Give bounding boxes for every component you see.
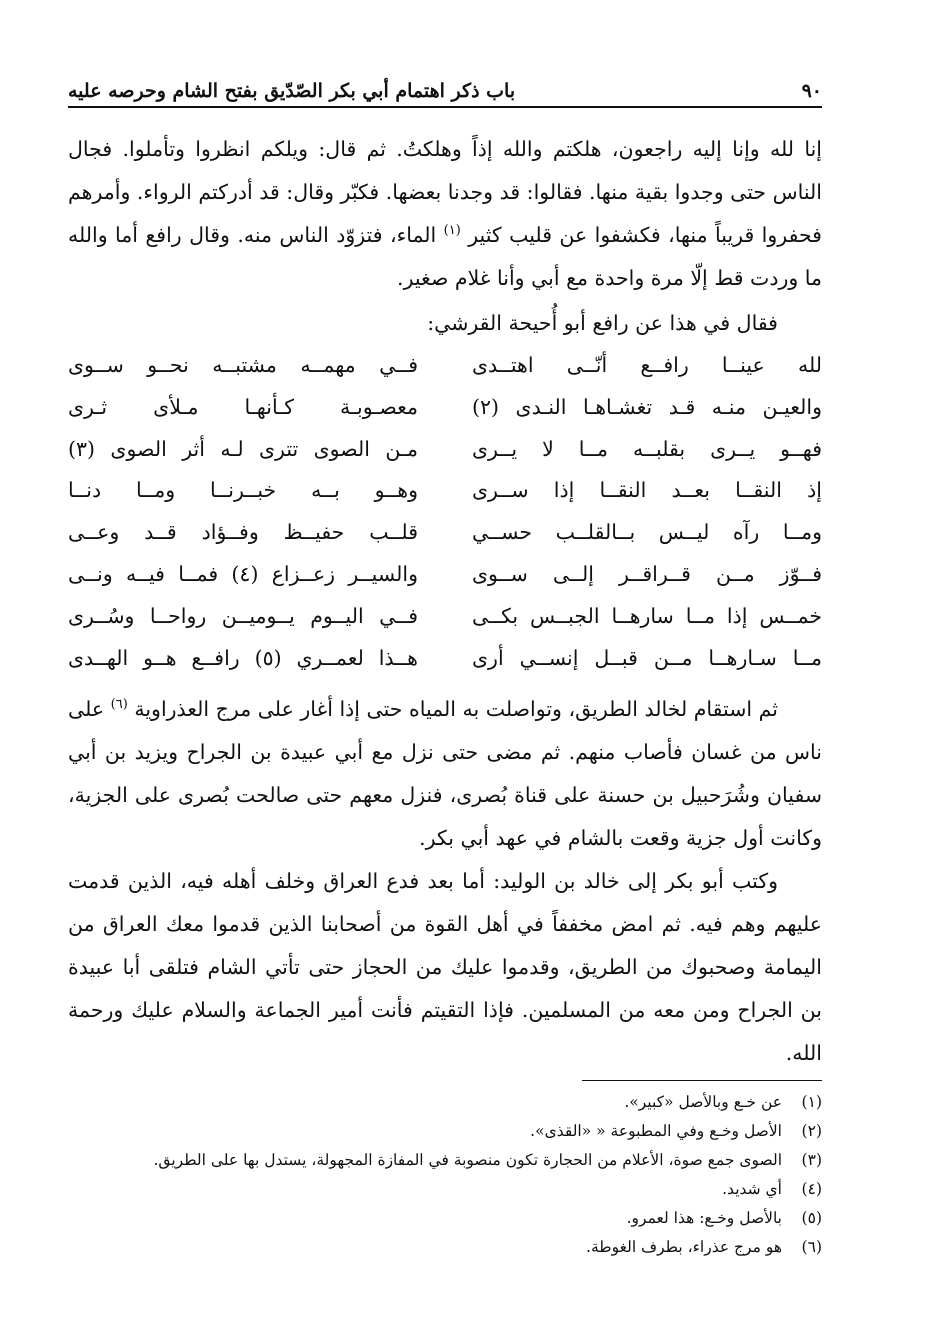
footnote	[68, 1117, 822, 1146]
verse-first-hemistich: والعيـن منـه قـد تغشـاهـا النـدى (٢)	[472, 394, 822, 419]
poem-verse	[68, 429, 822, 471]
footnote-text: الأصل وخـع وفي المطبوعة « «القذى».	[530, 1122, 782, 1140]
poem-verse	[68, 512, 822, 554]
page-number: ٩٠	[801, 80, 822, 102]
footnote-number: (٤)	[801, 1180, 822, 1198]
header-title: باب ذكر اهتمام أبي بكر الصّدّيق بفتح الشام وحرصه عليه	[68, 80, 516, 102]
footnote-text: عن خـع وبالأصل «كبير».	[624, 1093, 782, 1111]
footnote	[68, 1088, 822, 1117]
verse-second-hemistich: هــذا لعمــري (٥) رافــع هــو الهــدى	[68, 645, 418, 670]
verse-second-hemistich: وهــو بــه خبــرنــا ومــا دنــا	[68, 478, 418, 503]
verse-second-hemistich: قلــب حفيــظ وفــؤاد قــد وعــى	[68, 520, 418, 545]
poem-verse	[68, 638, 822, 680]
footnote-number: (٥)	[801, 1209, 822, 1227]
poem-verse	[68, 554, 822, 596]
poem-verse	[68, 387, 822, 429]
verse-second-hemistich: فــي مهمــه مشتبــه نحــو ســوى	[68, 353, 418, 377]
verse-first-hemistich: فــوّز مــن قــراقــر إلــى ســوى	[472, 561, 822, 586]
verse-second-hemistich: مـن الصوى تترى لـه أثر الصوى (٣)	[68, 436, 418, 461]
footnote-text: بالأصل وخـع: هذا لعمرو.	[626, 1209, 782, 1227]
footnote-text: الصوى جمع صوة، الأعلام من الحجارة تكون منصوبة في المفازة المجهولة، يستدل بها على الطريق.	[153, 1151, 782, 1169]
footnote-separator	[582, 1080, 822, 1081]
footnote	[68, 1175, 822, 1204]
paragraph-1	[68, 128, 822, 300]
footnote-ref-1: (١)	[443, 223, 461, 239]
footnote-number: (٢)	[801, 1122, 822, 1140]
footnote-text: هو مرج عذراء، بطرف الغوطة.	[586, 1238, 782, 1256]
running-header	[68, 62, 822, 108]
footnote-number: (٣)	[801, 1151, 822, 1169]
verse-second-hemistich: معصـوبـة كـأنهـا مـلأى ثـرى	[68, 394, 418, 419]
paragraph-1-text-b: الماء، فتزوّد الناس منه. وقال رافع أما والله ما وردت قط إلّا مرة واحدة مع أبي وأنا غلام صغير.	[68, 223, 822, 290]
verse-second-hemistich: والسيــر زعــزاع (٤) فمــا فيــه ونــى	[68, 561, 418, 586]
footnote	[68, 1146, 822, 1175]
poem-verse	[68, 470, 822, 512]
paragraph-4-text: وكتب أبو بكر إلى خالد بن الوليد: أما بعد فدع العراق وخلف أهله فيه، الذين قدمت عليهم وهم فيه. ثم امض مخففاً في أهل القوة من أصحابنا الذين قدموا معك العراق من اليمامة وصحبوك من الطريق، وقدموا عليك من الحجاز حتى تأتي الشام فتلقى أبا عبيدة بن الجراح ومن معه من المسلمين. فإذا التقيتم فأنت أمير الجماعة والسلام عليك ورحمة الله.	[68, 869, 822, 1065]
verse-first-hemistich: إذ النقــا بعــد النقــا إذا ســرى	[472, 478, 822, 503]
verse-second-hemistich: فــي اليــوم يــوميــن رواحــا وسُــرى	[68, 603, 418, 628]
footnote-number: (٦)	[801, 1238, 822, 1256]
paragraph-3-text-b: على ناس من غسان فأصاب منهم. ثم مضى حتى نزل مع أبي عبيدة بن الجراح ويزيد بن أبي سفيان وشُرَحبيل بن حسنة على قناة بُصرى، فنزل معهم حتى صالحت بُصرى على الجزية، وكانت أول جزية وقعت بالشام في عهد أبي بكر.	[68, 697, 822, 850]
verse-first-hemistich: لله عينــا رافــع أنّــى اهتــدى	[472, 353, 822, 377]
verse-first-hemistich: خمــس إذا مــا سارهــا الجبــس بكــى	[472, 603, 822, 628]
poem-intro-text: فقال في هذا عن رافع أبو أُحيحة القرشي:	[427, 311, 778, 335]
footnote	[68, 1204, 822, 1233]
footnote-text: أي شديد.	[722, 1180, 782, 1198]
poem-verse	[68, 345, 822, 387]
verse-first-hemistich: ومــا رآه ليــس بــالقلــب حســي	[472, 520, 822, 545]
footnote-ref-6: (٦)	[110, 697, 128, 713]
paragraph-3	[68, 688, 822, 860]
paragraph-4	[68, 860, 822, 1075]
footnote-number: (١)	[801, 1093, 822, 1111]
footnote	[68, 1233, 822, 1262]
poem-verse	[68, 596, 822, 638]
paragraph-1-text-a: إنا لله وإنا إليه راجعون، هلكتم والله إذاً وهلكتُ. ثم قال: ويلكم انظروا وتأملوا. فجال الناس حتى وجدوا بقية منها. فقالوا: قد وجدنا بعضها. فكبّر وقال: قد أدركتم الرواء. وأمرهم فحفروا قريباً منها، فكشفوا عن قليب كثير	[68, 137, 822, 247]
paragraph-3-text-a: ثم استقام لخالد الطريق، وتواصلت به المياه حتى إذا أغار على مرج العذراوية	[134, 697, 778, 721]
verse-first-hemistich: مــا سـارهــا مــن قبــل إنســي أرى	[472, 645, 822, 670]
footnotes	[68, 1088, 822, 1262]
poem-intro	[68, 302, 822, 345]
poem	[68, 345, 822, 679]
verse-first-hemistich: فهــو يــرى بقلبــه مــا لا يــرى	[472, 436, 822, 461]
